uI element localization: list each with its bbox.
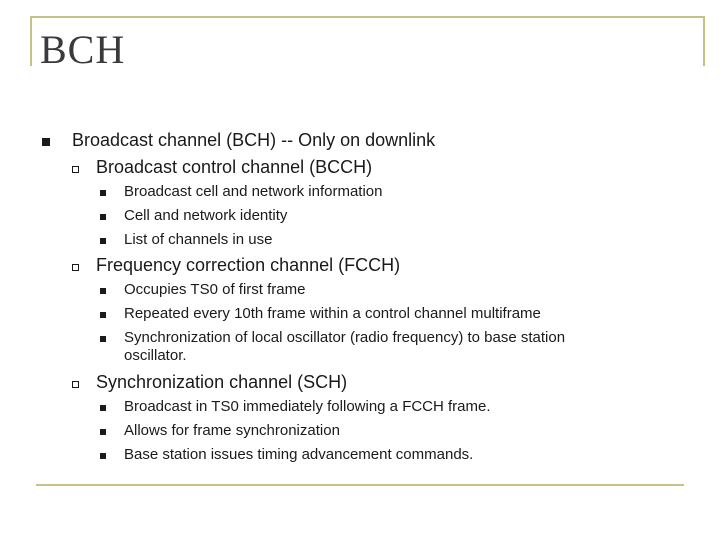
square-bullet-icon xyxy=(100,288,106,294)
top-rule xyxy=(30,16,705,18)
square-bullet-icon xyxy=(100,214,106,220)
bcch-heading: Broadcast control channel (BCCH) xyxy=(96,157,373,177)
bcch-item: List of channels in use xyxy=(124,231,273,248)
square-bullet-icon xyxy=(100,190,106,196)
square-bullet-icon xyxy=(100,453,106,459)
square-bullet-icon xyxy=(100,312,106,318)
sch-item: Allows for frame synchronization xyxy=(124,422,340,439)
bcch-item: Cell and network identity xyxy=(124,207,288,224)
square-bullet-icon xyxy=(42,138,50,146)
square-bullet-icon xyxy=(100,336,106,342)
fcch-item-continuation: oscillator. xyxy=(124,347,187,364)
left-rule xyxy=(30,16,32,66)
fcch-item: Repeated every 10th frame within a control channel multiframe xyxy=(124,305,541,322)
square-bullet-icon xyxy=(100,238,106,244)
hollow-square-bullet-icon xyxy=(72,381,79,388)
sch-item: Broadcast in TS0 immediately following a FCCH frame. xyxy=(124,398,491,415)
square-bullet-icon xyxy=(100,429,106,435)
fcch-heading: Frequency correction channel (FCCH) xyxy=(96,255,401,275)
slide-title: BCH xyxy=(40,27,126,72)
right-rule xyxy=(703,16,705,66)
sch-item: Base station issues timing advancement commands. xyxy=(124,446,474,463)
hollow-square-bullet-icon xyxy=(72,166,79,173)
bcch-item: Broadcast cell and network information xyxy=(124,183,383,200)
hollow-square-bullet-icon xyxy=(72,264,79,271)
sch-heading: Synchronization channel (SCH) xyxy=(96,372,348,392)
fcch-item: Occupies TS0 of first frame xyxy=(124,281,306,298)
square-bullet-icon xyxy=(100,405,106,411)
bottom-rule xyxy=(36,484,684,486)
level1-text: Broadcast channel (BCH) -- Only on downlink xyxy=(72,130,436,150)
fcch-item: Synchronization of local oscillator (radio frequency) to base station xyxy=(124,329,566,346)
